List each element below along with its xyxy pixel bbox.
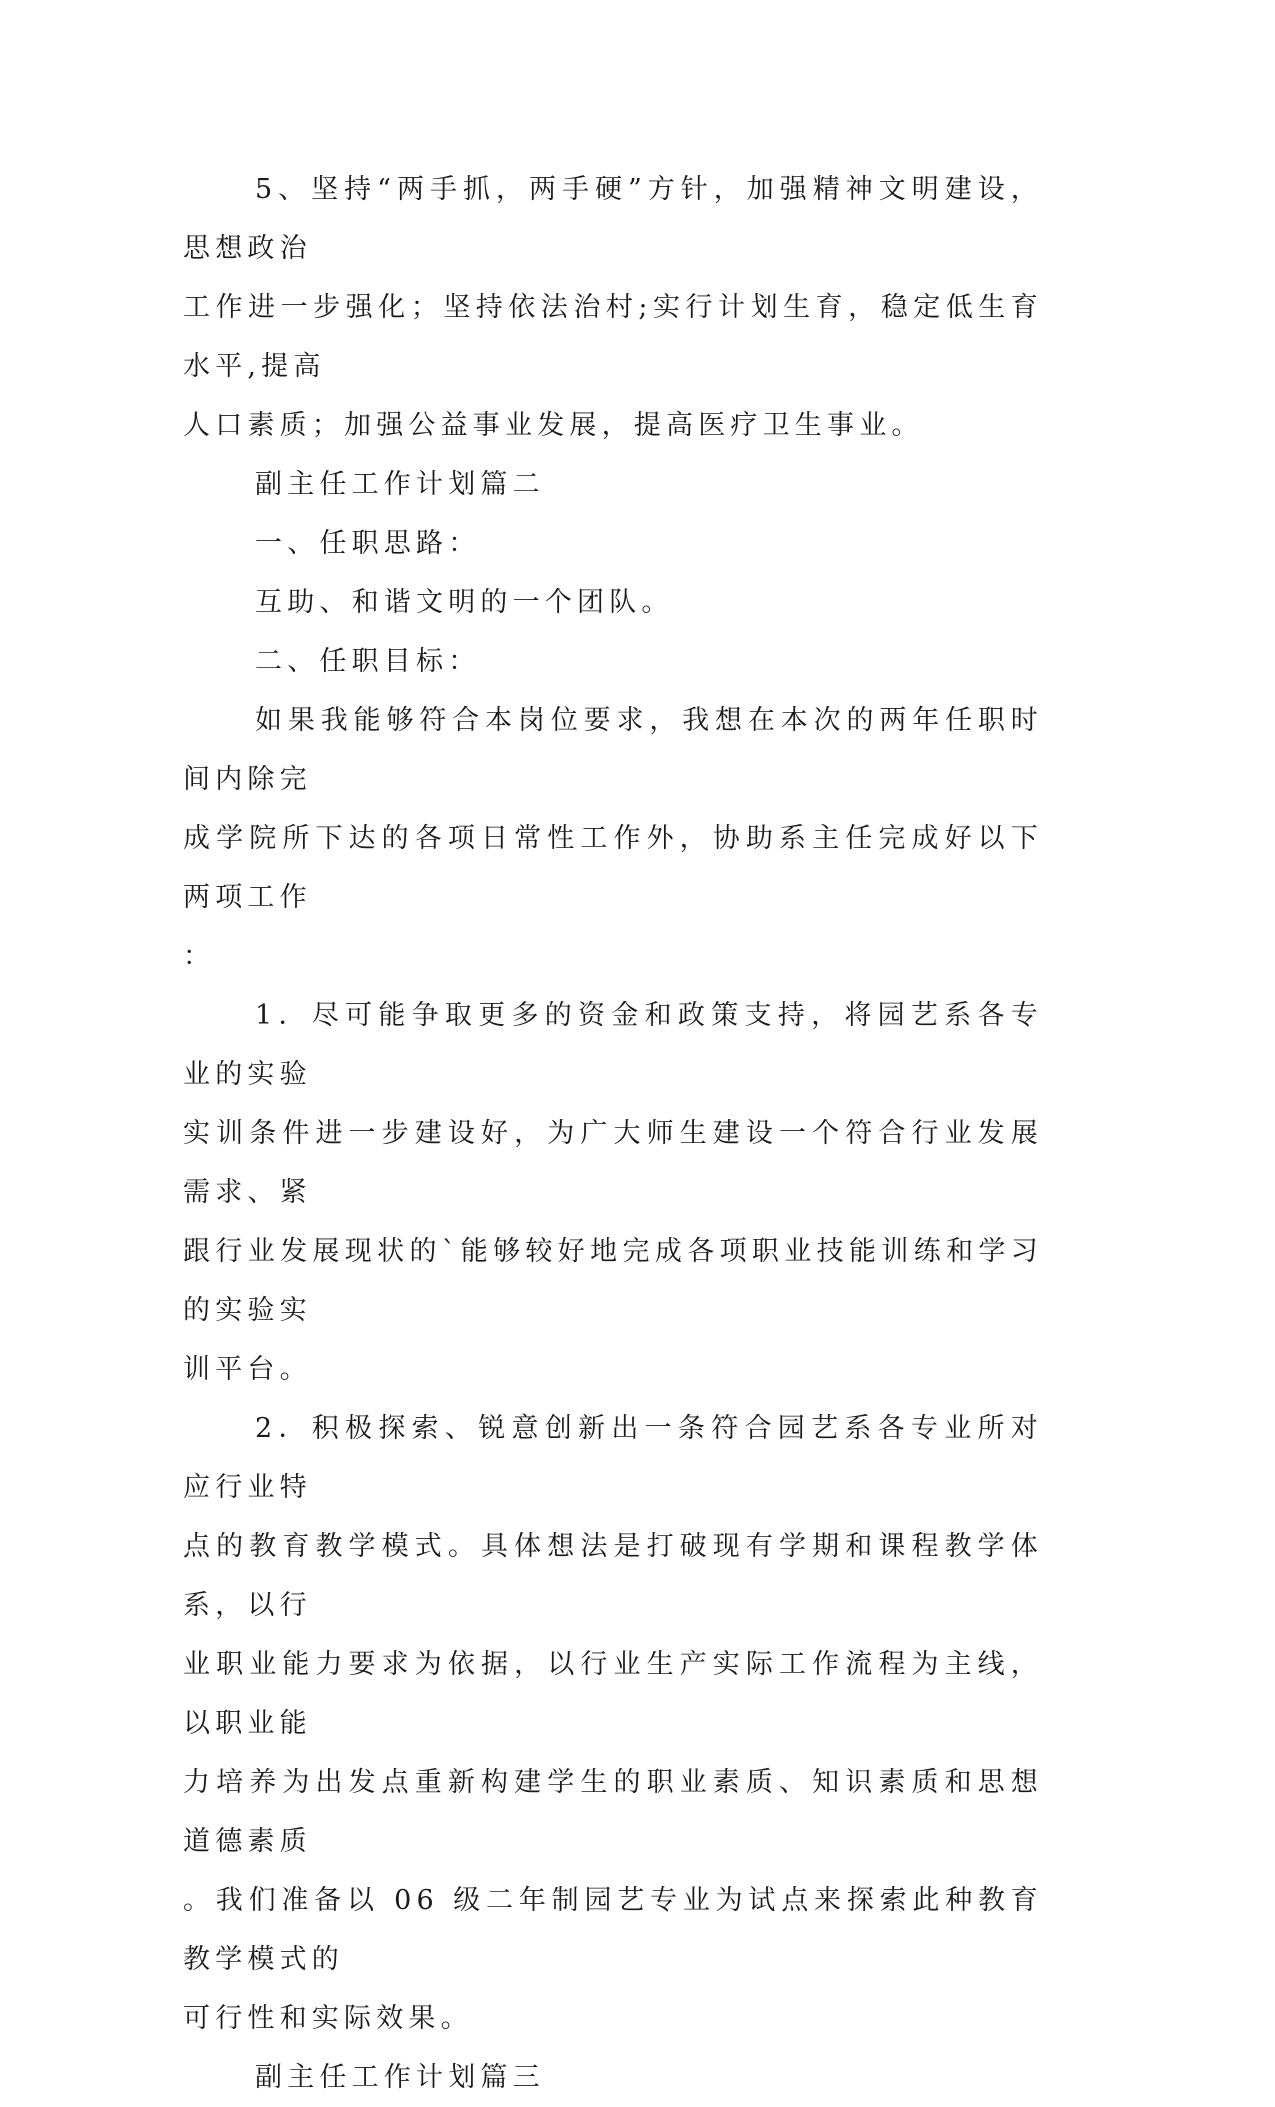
subheading-appointment-approach <box>183 514 1043 573</box>
text-line: 跟行业发展现状的`能够较好地完成各项职业技能训练和学习的实验实 <box>183 1236 1043 1326</box>
text-line: 业职业能力要求为依据，以行业生产实际工作流程为主线，以职业能 <box>183 1649 1043 1739</box>
text-line: 工作进一步强化；坚持依法治村;实行计划生育，稳定低生育水平,提高 <box>183 292 1043 382</box>
document-body <box>183 160 1043 2107</box>
heading-text: 副主任工作计划篇三 <box>255 2062 545 2093</box>
text-line: 。我们准备以 06 级二年制园艺专业为试点来探索此种教育教学模式的 <box>183 1885 1043 1975</box>
paragraph-item-5 <box>183 160 1043 455</box>
paragraph-goal-2 <box>183 1399 1043 2048</box>
text-line: 人口素质；加强公益事业发展，提高医疗卫生事业。 <box>183 410 924 441</box>
paragraph-team-goal <box>183 573 1043 632</box>
text-line: 成学院所下达的各项日常性工作外，协助系主任完成好以下两项工作 <box>183 823 1043 913</box>
section-heading-part-three <box>183 2048 1043 2107</box>
heading-text: 副主任工作计划篇二 <box>255 469 545 500</box>
text-line: 训平台。 <box>183 1354 312 1385</box>
text-line: 2．积极探索、锐意创新出一条符合园艺系各专业所对应行业特 <box>183 1413 1043 1503</box>
text-line: 可行性和实际效果。 <box>183 2003 473 2034</box>
text-line: 互助、和谐文明的一个团队。 <box>255 587 674 618</box>
text-line: ： <box>183 941 216 972</box>
paragraph-goal-1 <box>183 986 1043 1399</box>
heading-text: 二、任职目标： <box>255 646 481 677</box>
text-line: 点的教育教学模式。具体想法是打破现有学期和课程教学体系，以行 <box>183 1531 1043 1621</box>
paragraph-intro-goals <box>183 691 1043 986</box>
heading-text: 一、任职思路： <box>255 528 481 559</box>
section-heading-part-two <box>183 455 1043 514</box>
subheading-appointment-target <box>183 632 1043 691</box>
text-line: 如果我能够符合本岗位要求，我想在本次的两年任职时间内除完 <box>183 705 1043 795</box>
text-line: 力培养为出发点重新构建学生的职业素质、知识素质和思想道德素质 <box>183 1767 1043 1857</box>
text-line: 实训条件进一步建设好，为广大师生建设一个符合行业发展需求、紧 <box>183 1118 1043 1208</box>
text-line: 5、坚持“两手抓，两手硬”方针，加强精神文明建设，思想政治 <box>183 174 1043 264</box>
text-line: 1．尽可能争取更多的资金和政策支持，将园艺系各专业的实验 <box>183 1000 1043 1090</box>
